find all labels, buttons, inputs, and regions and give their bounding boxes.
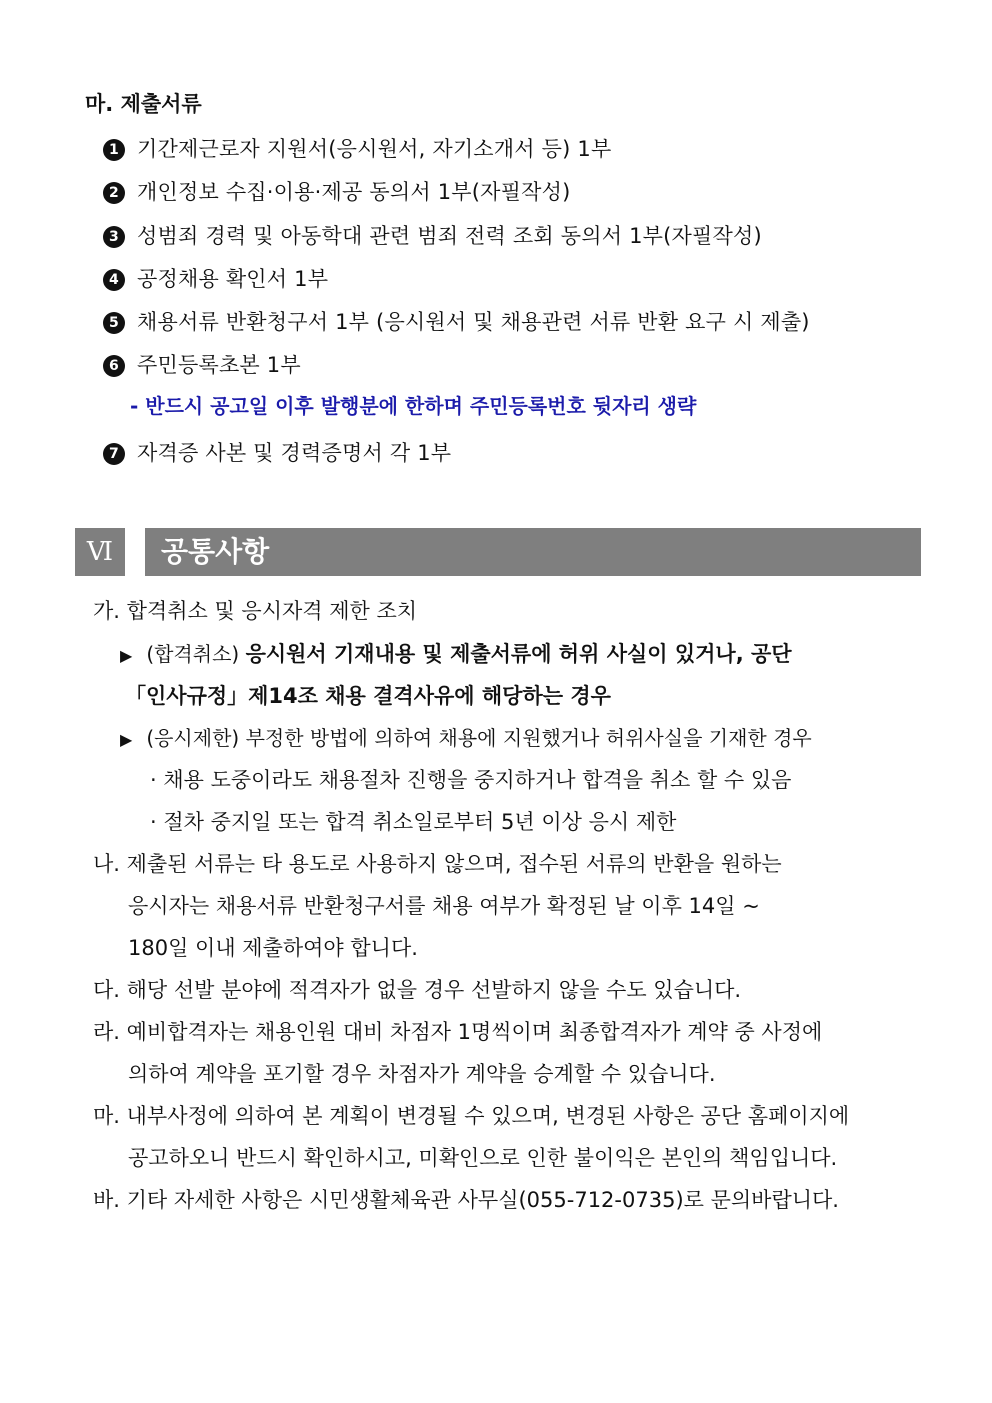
submission-item-2 xyxy=(103,176,570,206)
submission-item-text: 주민등록초본 1부 xyxy=(137,353,301,377)
submission-item-text: 성범죄 경력 및 아동학대 관련 범죄 전력 조회 동의서 1부(자필작성) xyxy=(137,224,762,248)
restrict-bullet xyxy=(120,722,812,751)
ma-line-1: 마. 내부사정에 의하여 본 계획이 변경될 수 있으며, 변경된 사항은 공단 홈페이지에 xyxy=(93,1104,850,1128)
submission-item-6 xyxy=(103,349,301,379)
restrict-sub-1: · 채용 도중이라도 채용절차 진행을 중지하거나 합격을 취소 할 수 있음 xyxy=(150,768,792,792)
triangle-bullet-icon: ▶ xyxy=(120,646,133,665)
ra-line-2: 의하여 계약을 포기할 경우 차점자가 계약을 승계할 수 있습니다. xyxy=(128,1062,716,1086)
number-badge: 4 xyxy=(103,269,125,291)
number-badge: 7 xyxy=(103,443,125,465)
number-badge: 2 xyxy=(103,182,125,204)
submission-item-text: 채용서류 반환청구서 1부 (응시원서 및 채용관련 서류 반환 요구 시 제출) xyxy=(137,310,810,334)
submission-item-1 xyxy=(103,133,611,163)
cancel-text-1: 응시원서 기재내용 및 제출서류에 허위 사실이 있거나, 공단 xyxy=(245,642,792,666)
section-number: Ⅵ xyxy=(75,528,125,576)
submission-item-text: 기간제근로자 지원서(응시원서, 자기소개서 등) 1부 xyxy=(137,137,612,161)
restrict-sub-2: · 절차 중지일 또는 합격 취소일로부터 5년 이상 응시 제한 xyxy=(150,810,677,834)
da-line: 다. 해당 선발 분야에 적격자가 없을 경우 선발하지 않을 수도 있습니다. xyxy=(93,978,742,1002)
submission-item-4 xyxy=(103,263,328,293)
cancel-text-2: 「인사규정」제14조 채용 결격사유에 해당하는 경우 xyxy=(125,684,611,708)
submission-item-3 xyxy=(103,220,762,250)
na-line-3: 180일 이내 제출하여야 합니다. xyxy=(128,936,418,960)
resident-register-note: - 반드시 공고일 이후 발행분에 한하며 주민등록번호 뒷자리 생략 xyxy=(130,394,697,418)
submission-item-text: 개인정보 수집·이용·제공 동의서 1부(자필작성) xyxy=(137,180,571,204)
ma-line-2: 공고하오니 반드시 확인하시고, 미확인으로 인한 불이익은 본인의 책임입니다. xyxy=(128,1146,838,1170)
restrict-text: 부정한 방법에 의하여 채용에 지원했거나 허위사실을 기재한 경우 xyxy=(245,726,812,750)
number-badge: 5 xyxy=(103,312,125,334)
submission-heading: 마. 제출서류 xyxy=(85,92,202,116)
submission-item-5 xyxy=(103,306,810,336)
submission-item-text: 자격증 사본 및 경력증명서 각 1부 xyxy=(137,441,452,465)
number-badge: 1 xyxy=(103,139,125,161)
section-title: 공통사항 xyxy=(145,528,921,576)
submission-item-text: 공정채용 확인서 1부 xyxy=(137,267,329,291)
number-badge: 3 xyxy=(103,226,125,248)
ga-title: 가. 합격취소 및 응시자격 제한 조치 xyxy=(93,599,418,623)
ra-line-1: 라. 예비합격자는 채용인원 대비 차점자 1명씩이며 최종합격자가 계약 중 사정에 xyxy=(93,1020,823,1044)
triangle-bullet-icon: ▶ xyxy=(120,730,133,749)
na-line-2: 응시자는 채용서류 반환청구서를 채용 여부가 확정된 날 이후 14일 ~ xyxy=(128,894,760,918)
cancel-bullet xyxy=(120,638,922,668)
ba-line: 바. 기타 자세한 사항은 시민생활체육관 사무실(055-712-0735)로 문의바랍니다. xyxy=(93,1188,839,1212)
cancel-label: (합격취소) xyxy=(146,642,240,666)
restrict-label: (응시제한) xyxy=(146,726,240,750)
number-badge: 6 xyxy=(103,355,125,377)
submission-item-7 xyxy=(103,437,451,467)
na-line-1: 나. 제출된 서류는 타 용도로 사용하지 않으며, 접수된 서류의 반환을 원하는 xyxy=(93,852,782,876)
